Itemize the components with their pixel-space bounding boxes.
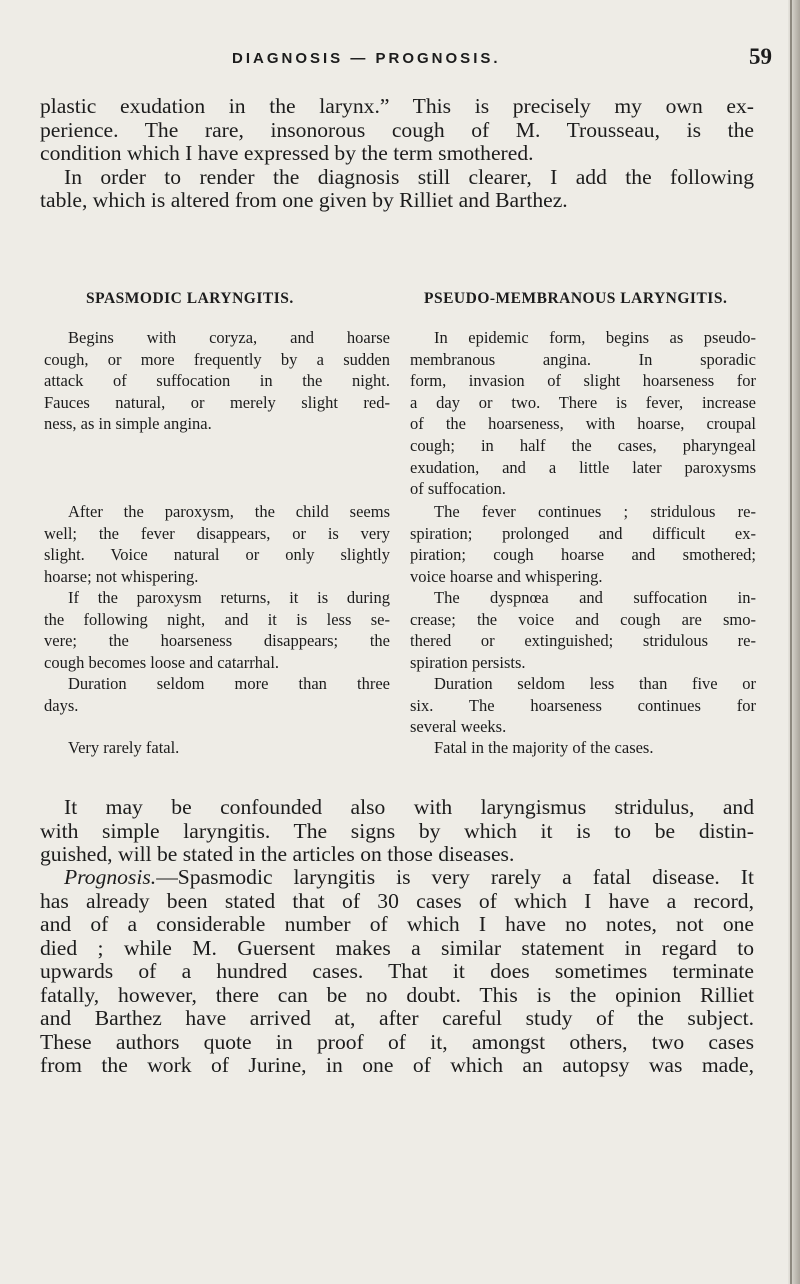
text-line: Fauces natural, or merely slight red- [44,392,390,412]
text-line: with simple laryngitis. The signs by which it is to be distin- [40,818,754,843]
right-entry-fatality [410,737,756,759]
right-entry-after-paroxysm [410,501,756,587]
right-entry-recurrence [410,587,756,673]
page-header [232,44,772,74]
left-entry-onset [44,327,390,435]
text-line: exudation, and a little later paroxysms [410,457,756,477]
text-line: In epidemic form, begins as pseudo- [434,328,756,347]
text-line: voice hoarse and whispering. [410,566,603,586]
text-line: the following night, and it is less se- [44,609,390,629]
text-line: In order to render the diagnosis still clearer, I add the following [64,164,754,189]
text-line: fatally, however, there can be no doubt. This is the opinion Rilliet [40,982,754,1007]
left-column-heading: SPASMODIC LARYNGITIS. [86,290,294,307]
confounded-paragraph [40,796,754,867]
text-line: spiration persists. [410,652,526,672]
text-line [40,866,754,890]
text-line: cough, or more frequently by a sudden [44,349,390,369]
text-line: Begins with coryza, and hoarse [68,328,390,347]
text-line: thered or extinguished; stridulous re- [410,631,756,651]
binding-edge [790,0,792,1284]
intro-paragraph [40,95,754,213]
text-line: upwards of a hundred cases. That it does sometimes terminate [40,959,754,983]
text-line: It may be confounded also with laryngismus stridulus, and [64,795,754,819]
text-line: Fatal in the majority of the cases. [434,738,654,757]
text-line: piration; cough hoarse and smothered; [410,545,756,565]
text-line: well; the fever disappears, or is very [44,523,390,543]
text-line: crease; the voice and cough are smo- [410,609,756,629]
text-line: hoarse; not whispering. [44,566,199,586]
text-line: and Barthez have arrived at, after careful study of the subject. [40,1006,754,1030]
right-entry-duration [410,673,756,738]
text-line: has already been stated that of 30 cases of which I have a record, [40,888,754,913]
text-line: Duration seldom less than five or [434,674,756,693]
text-line: slight. Voice natural or only slightly [44,545,390,565]
text-line: plastic exudation in the larynx.” This is precisely my own ex- [40,94,754,118]
text-line: Duration seldom more than three [68,674,390,693]
text-line: perience. The rare, insonorous cough of M. Trousseau, is the [40,117,754,142]
text-line: several weeks. [410,717,507,737]
text-line: vere; the hoarseness disappears; the [44,631,390,651]
prognosis-first-line: —Spasmodic laryngitis is very rarely a fatal disease. It [156,865,754,889]
text-line: membranous angina. In sporadic [410,349,756,369]
text-line: table, which is altered from one given by Rilliet and Barthez. [40,188,568,212]
text-line: The fever continues ; stridulous re- [434,502,756,521]
text-line: If the paroxysm returns, it is during [68,588,390,607]
text-line: spiration; prolonged and difficult ex- [410,523,756,543]
left-entry-after-paroxysm [44,501,390,587]
prognosis-label: Prognosis. [64,865,157,889]
text-line: form, invasion of slight hoarseness for [410,371,756,391]
text-line: Very rarely fatal. [68,738,180,757]
text-line: cough becomes loose and catarrhal. [44,652,280,672]
text-line: These authors quote in proof of it, amongst others, two cases [40,1029,754,1054]
text-line: condition which I have expressed by the term smothered. [40,141,534,165]
left-entry-fatality [44,737,390,759]
right-column-heading: PSEUDO-MEMBRANOUS LARYNGITIS. [424,290,728,307]
text-line: guished, will be stated in the articles on those diseases. [40,842,515,866]
text-line: attack of suffocation in the night. [44,371,390,391]
text-line: died ; while M. Guersent makes a similar statement in regard to [40,935,754,960]
text-line: cough; in half the cases, pharyngeal [410,435,756,455]
text-line: and of a considerable number of which I have no notes, not one [40,912,754,936]
left-entry-duration [44,673,390,716]
text-line: of the hoarseness, with hoarse, croupal [410,414,756,434]
text-line: six. The hoarseness continues for [410,695,756,715]
text-line: days. [44,695,79,715]
text-line: of suffocation. [410,479,506,499]
text-line: The dyspnœa and suffocation in- [434,588,756,607]
page-number: 59 [749,44,772,69]
prognosis-paragraph [40,866,754,1078]
left-entry-recurrence [44,587,390,673]
text-line: a day or two. There is fever, increase [410,392,756,412]
text-line: After the paroxysm, the child seems [68,502,390,521]
running-head: DIAGNOSIS — PROGNOSIS. [232,50,501,67]
right-entry-onset [410,327,756,500]
text-line: from the work of Jurine, in one of which an autopsy was made, [40,1053,754,1077]
text-line: ness, as in simple angina. [44,414,212,434]
